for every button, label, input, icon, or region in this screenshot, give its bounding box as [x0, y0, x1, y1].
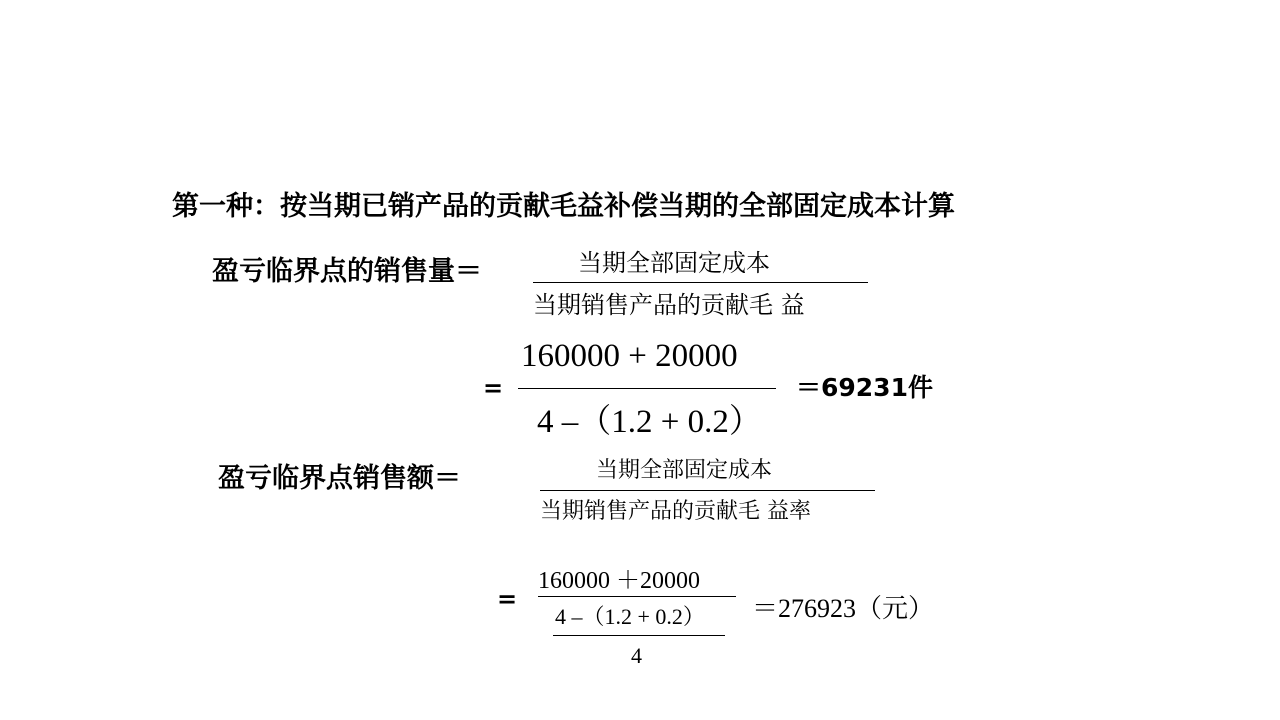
- equals-sign: =: [497, 585, 518, 613]
- fraction-bar: [553, 635, 725, 636]
- sales-calc-inner-numerator: 4 –（1.2 + 0.2）: [555, 604, 705, 629]
- fraction-bar: [540, 490, 875, 491]
- sales-calc-numerator: 160000 ＋20000: [538, 568, 700, 594]
- equals-sign: =: [483, 374, 504, 402]
- sales-result: ＝276923（元）: [752, 594, 935, 623]
- fraction-bar: [538, 596, 736, 597]
- quantity-result: ＝69231件: [796, 373, 933, 402]
- breakeven-quantity-label: 盈亏临界点的销售量＝: [212, 256, 482, 287]
- quantity-calc-numerator: 160000 + 20000: [521, 338, 738, 374]
- breakeven-sales-numerator: 当期全部固定成本: [596, 458, 773, 483]
- quantity-calc-denominator: 4 –（1.2 + 0.2）: [537, 404, 762, 440]
- breakeven-sales-label: 盈亏临界点销售额＝: [218, 463, 461, 494]
- fraction-bar: [533, 282, 868, 283]
- fraction-bar: [518, 388, 776, 389]
- page-title: 第一种：按当期已销产品的贡献毛益补偿当期的全部固定成本计算: [172, 191, 955, 222]
- breakeven-sales-denominator: 当期销售产品的贡献毛 益率: [540, 499, 811, 524]
- breakeven-quantity-numerator: 当期全部固定成本: [578, 249, 770, 277]
- sales-calc-inner-denominator: 4: [631, 643, 642, 668]
- breakeven-quantity-denominator: 当期销售产品的贡献毛 益: [533, 291, 805, 319]
